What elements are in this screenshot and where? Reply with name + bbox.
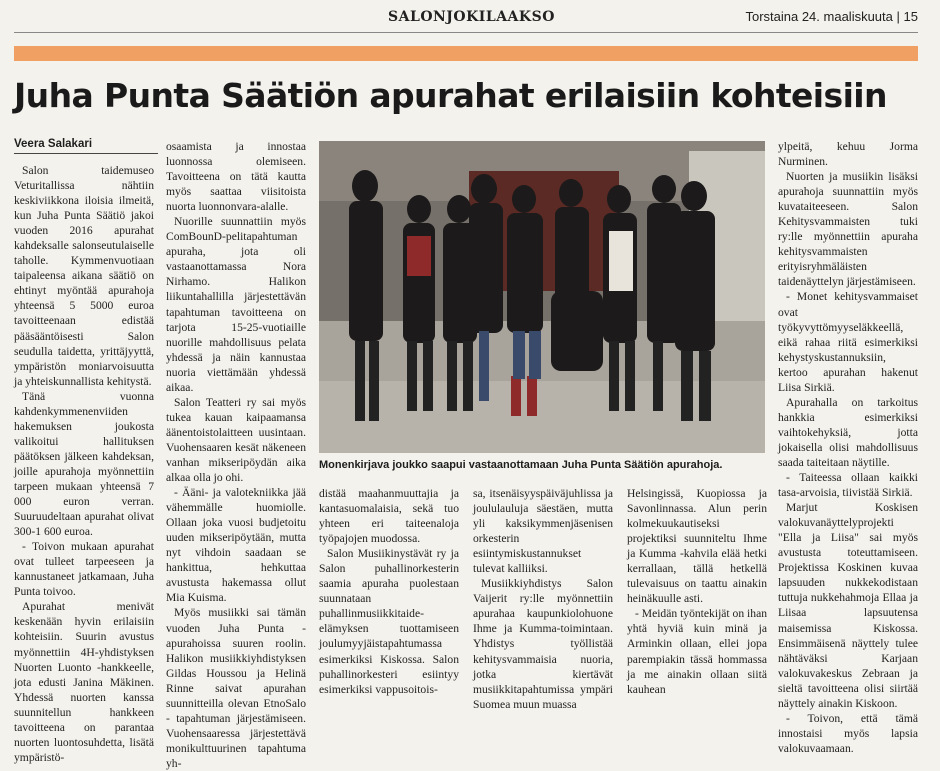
group-photo-illustration (319, 141, 765, 453)
byline-rule (14, 153, 158, 154)
publication-name: SALONJOKILAAKSO (388, 9, 555, 25)
paragraph: Apurahalla on tarkoitus hankkia esimerkiksi vaihtokehyksiä, jotta jokaisella olisi mahdollisuus saada taiteitaan näytille. (778, 395, 918, 469)
paragraph: Nuorille suunnattiin myös ComBounD-pelitapahtuman apuraha, jota oli vastaanottamassa Nora Nirhamo. Halikon liikuntahallilla järjestettävän tapahtuman tavoitteena on tarjota 15-25-vuotiaille nuorille mahdollisuus pelata yhdessä ja näin kannustaa nuoria viettämään yhdessä aikaa. (166, 215, 306, 394)
paragraph: Tänä vuonna kahdenkymmenenviiden hakemuksen joukosta valikoitui hallituksen päätöksen jälkeen kahdeksan, joille apurahoja myönnettiin tarpeen mukaan yhteensä 7 000 euron verran. Suuruudeltaan apurahat olivat 300-1 600 euroa. (14, 389, 154, 539)
paragraph: Musiikkiyhdistys Salon Vaijerit ry:lle myönnettiin apurahaa kaupunkiolohuone Ihme ja Kumma-toimintaan. Yhdistys työllistää kehitysvammaisia nuoria, jotka kiertävät musiikkitapahtumissa ympäri Suomea muun muassa (473, 577, 613, 711)
paragraph: - Toivon, että tämä innostaisi myös lapsia valokuvaamaan. (778, 711, 918, 755)
page-number: 15 (903, 9, 918, 24)
group-photo (319, 141, 765, 453)
header-separator: | (896, 9, 900, 24)
paragraph: distää maahanmuuttajia ja kantasuomalaisia, sekä tuo yhteen eri taiteenaloja työpajojen muodossa. (319, 487, 459, 546)
article-byline: Veera Salakari (14, 138, 93, 150)
article-bottom-column-3 (627, 486, 767, 697)
paragraph: - Monet kehitysvammaiset ovat työkyvyttömyyseläkkeellä, eikä rahaa riitä esimerkiksi kehystyskustannuksiin, kertoo apurahan hakenut Liisa Sirkiä. (778, 290, 918, 394)
paragraph: - Toivon mukaan apurahat ovat tulleet tarpeeseen ja kannustaneet jatkamaan, Juha Punta toivoo. (14, 540, 154, 599)
paragraph: - Ääni- ja valotekniikka jää vähemmälle huomiolle. Ollaan joka vuosi budjetoitu uuden mikseripöytään, mutta nyt vihdoin saadaan se hankittua, hehkuttaa avustusta hakemassa ollut Mia Kuisma. (166, 486, 306, 605)
article-bottom-column-2 (473, 486, 613, 712)
article-bottom-column-1 (319, 486, 459, 697)
paragraph: ylpeitä, kehuu Jorma Nurminen. (778, 140, 918, 169)
article-column-right (778, 139, 918, 756)
paragraph: Salon Musiikinystävät ry ja Salon puhallinorkesterin saamia apuraha puolestaan suunnataan puhallinmusiikkitaide-elämyksen tuottamiseen joulumyyjäistapahtumassa esimerkiksi Kiskossa. Salon puhallinorkesteri esiintyy esimerkiksi vappusoitois- (319, 547, 459, 696)
paragraph: Salon Teatteri ry sai myös tukea kauan kaipaamansa äänentoistolaitteen uusintaan. Vuohensaaren kesät näkeneen vanhan mikseripöydän aika alkaa olla jo ohi. (166, 395, 306, 485)
article-headline: Juha Punta Säätiön apurahat erilaisiin kohteisiin (14, 76, 887, 115)
photo-caption: Monenkirjava joukko saapui vastaanottamaan Juha Punta Säätiön apurahoja. (319, 459, 723, 471)
header-rule (14, 32, 918, 33)
paragraph: - Meidän työntekijät on ihan yhtä hyviä kuin minä ja Arminkin ollaan, ellei jopa parempiakin tässä hommassa ja me ainakin ollaan siitä kauhean (627, 607, 768, 696)
paragraph: sa, itsenäisyyspäiväjuhlissa ja joululauluja säestäen, mutta yli kaksikymmenjäsenisen orkesterin esiintymiskustannukset tulevat kalliiksi. (473, 487, 613, 576)
page-header (0, 0, 940, 36)
section-accent-bar (14, 46, 918, 61)
paragraph: Apurahat menivät keskenään hyvin erilaisiin kohteisiin. Suurin avustus myönnettiin 4H-yhdistyksen Nuorten Luonto -hankkeelle, jota edusti Janina Mäkinen. Yhdessä nuorten kanssa suunnitellun hankkeen tavoitteena on parantaa nuorten luontosuhdetta, lisätä ympäristö- (14, 600, 154, 764)
paragraph: osaamista ja innostaa luonnossa olemiseen. Tavoitteena on tätä kautta myös saattaa viisitoista nuorta luonnonvara-alalle. (166, 140, 306, 214)
paragraph: Nuorten ja musiikin lisäksi apurahoja suunnattiin myös kuvataiteeseen. Salon Kehitysvammaisten tuki ry:lle myönnettiin apuraha kehitysvammaisten erityisryhmäläisten taidenäyttelyn järjestämiseen. (778, 170, 918, 289)
article-column-middle (166, 139, 306, 771)
paragraph: Salon taidemuseo Veturitallissa nähtiin keskiviikkona iloisia ilmeitä, kun Juha Punta Säätiö jakoi vuoden 2016 apurahat kahdeksalle salonseutulaiselle taholle. Kymmenvuotiaan taipaleensa aikana säätiö on ehtinyt myöntää apurahoja yhteensä 5 5000 euroa tavoitteenaan edistää pääsääntöisesti Salon seudulla taidetta, yrittäjyyttä, ympäristön moniarvoisuutta ja yhteiskunnallista kehitystä. (14, 164, 154, 388)
paragraph: Helsingissä, Kuopiossa ja Savonlinnassa. Alun perin kolmekuukautiseksi projektiksi suunniteltu Ihme ja Kumma -kahvila elää hetki kerrallaan, tällä hetkellä tulevaisuus on taattu ainakin heinäkuulle asti. (627, 487, 767, 606)
issue-date: Torstaina 24. maaliskuuta (745, 9, 893, 24)
paragraph: Myös musiikki sai tämän vuoden Juha Punta -apurahoissa suuren roolin. Halikon musiikkiyhdistyksen Gildas Houssou ja Helinä Rinne saivat apurahan suunnitteilla olevan EtnoSalo - tapahtuman järjestämiseen. Vuohensaaressa järjestettävä monikulttuurinen tapahtuma yh- (166, 606, 306, 770)
issue-info (745, 9, 918, 24)
paragraph: Marjut Koskisen valokuvanäyttelyprojekti "Ella ja Liisa" sai myös avustusta toteuttamiseen. Projektissa Koskinen kuvaa lapsuuden nukkekodistaan tuttuja nukkehahmoja Ellaa ja Liisaa lapsuutensa maisemissa Kiskossa. Ensimmäisenä näyttely tulee nähtäväksi Karjaan valokuvakeskus Zebraan ja sieltä tavoitteena olisi siirtää näyttely ainakin Kiskoon. (778, 501, 918, 710)
paragraph: - Taiteessa ollaan kaikki tasa-arvoisia, tiivistää Sirkiä. (778, 471, 918, 500)
article-column-left (14, 163, 154, 765)
